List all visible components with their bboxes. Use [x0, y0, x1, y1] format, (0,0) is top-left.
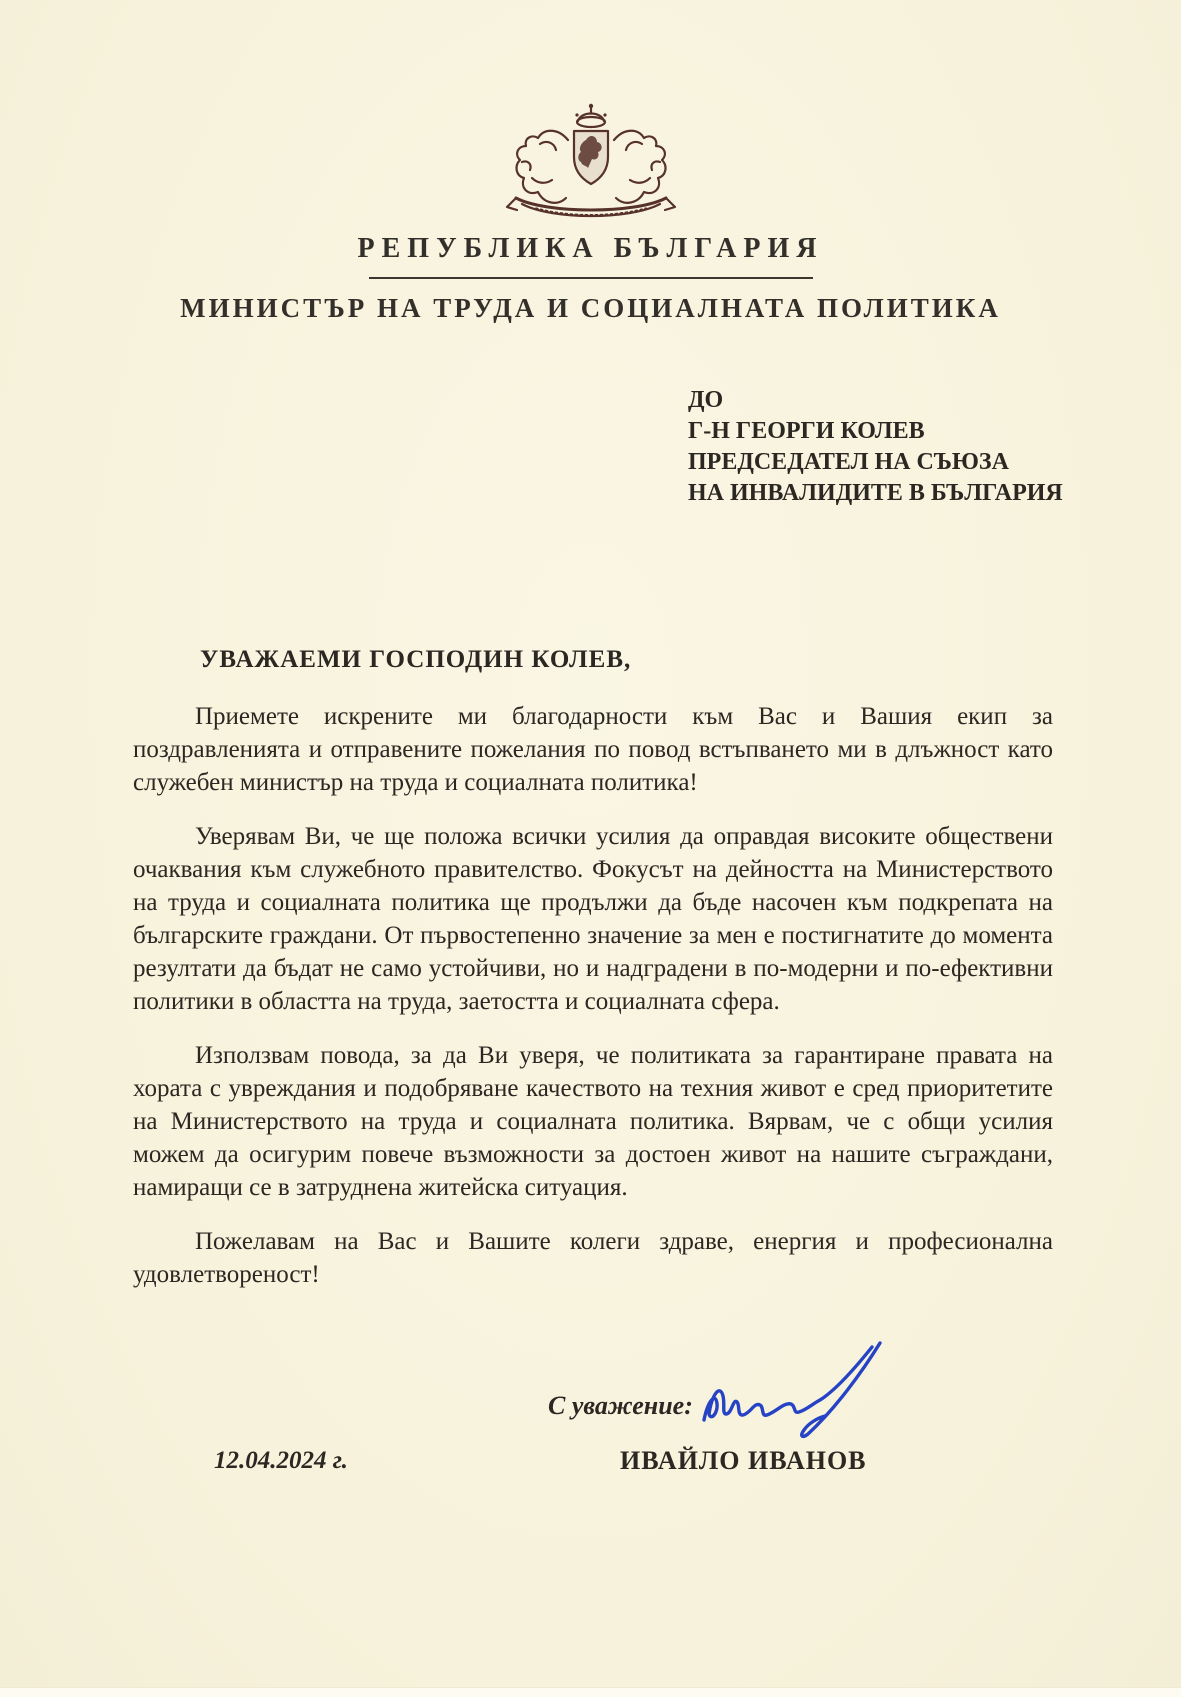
republic-title: РЕПУБЛИКА БЪЛГАРИЯ [357, 233, 824, 264]
title-divider [369, 277, 813, 279]
recipient-line: НА ИНВАЛИДИТЕ В БЪЛГАРИЯ [688, 480, 1063, 506]
letter-date: 12.04.2024 г. [214, 1447, 348, 1474]
ministry-title: МИНИСТЪР НА ТРУДА И СОЦИАЛНАТА ПОЛИТИКА [180, 293, 1001, 323]
recipient-line: Г-Н ГЕОРГИ КОЛЕВ [688, 418, 925, 444]
paragraph: Уверявам Ви, че ще положа всички усилия да оправдая високите обществени очаквания към служебното правителство. Фокусът на дейността на Министерството на труда и социалната политика ще продължи да бъде насочен към подкрепата на българските граждани. От първостепенно значение за мен е постигнатите до момента резултати да бъдат не само устойчиви, но и надградени в по-модерни и по-ефективни политики в областта на труда, заетостта и социалната сфера. [133, 823, 1053, 1015]
paragraph: Използвам повода, за да Ви уверя, че политиката за гарантиране правата на хората с увреждания и подобряване качеството на техния живот е сред приоритетите на Министерството на труда и социалната политика. Вярвам, че с общи усилия можем да осигурим повече възможности за достоен живот на нашите съграждани, намиращи се в затруднена житейска ситуация. [133, 1042, 1053, 1201]
handwritten-signature-icon [696, 1334, 884, 1457]
paragraph: Приемете искрените ми благодарности към Вас и Вашия екип за поздравленията и отправените пожелания по повод встъпването ми в длъжност като служебен министър на труда и социалната политика! [133, 703, 1053, 796]
closing-phrase: С уважение: [548, 1391, 693, 1420]
scan-edge [0, 1687, 1181, 1697]
bulgaria-coat-of-arms-icon [486, 100, 696, 237]
signatory-name: ИВАЙЛО ИВАНОВ [620, 1446, 867, 1475]
letter-body [133, 700, 1053, 1312]
paragraph: Пожелавам на Вас и Вашите колеги здраве, енергия и професионална удовлетвореност! [133, 1228, 1053, 1288]
recipient-line: ДО [688, 387, 724, 413]
salutation: УВАЖАЕМИ ГОСПОДИН КОЛЕВ, [200, 646, 632, 673]
recipient-line: ПРЕДСЕДАТЕЛ НА СЪЮЗА [688, 449, 1009, 475]
recipient-block [688, 385, 1063, 509]
